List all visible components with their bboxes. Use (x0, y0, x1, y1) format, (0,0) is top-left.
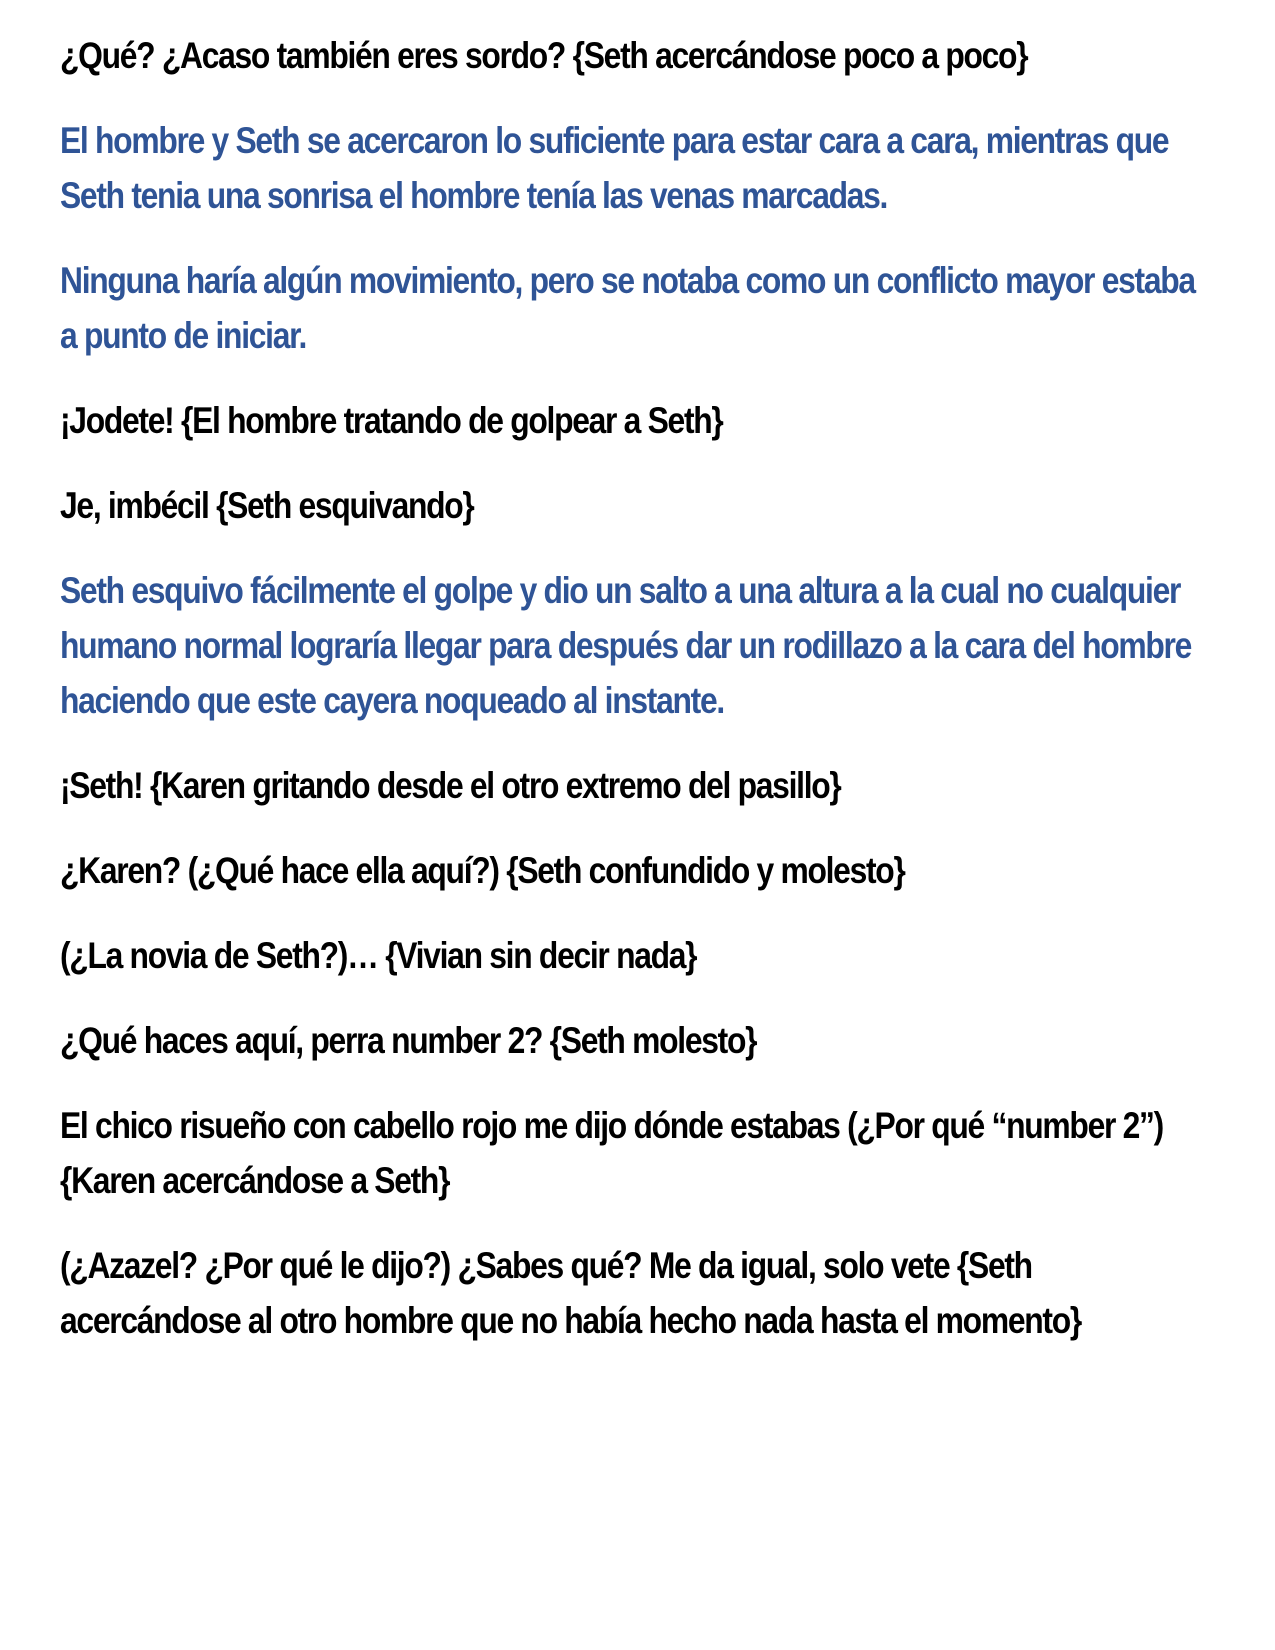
dialogue-paragraph: (¿Azazel? ¿Por qué le dijo?) ¿Sabes qué? Me da igual, solo vete {Seth acercándose al otro hombre que no había hecho nada hasta el momento} (60, 1245, 1081, 1341)
dialogue-paragraph: (¿La novia de Seth?)… {Vivian sin decir nada} (60, 935, 697, 976)
narration-paragraph: El hombre y Seth se acercaron lo suficiente para estar cara a cara, mientras que Seth tenia una sonrisa el hombre tenía las venas marcadas. (60, 120, 1169, 216)
dialogue-paragraph: ¡Jodete! {El hombre tratando de golpear a Seth} (60, 400, 723, 441)
dialogue-paragraph: ¿Karen? (¿Qué hace ella aquí?) {Seth confundido y molesto} (60, 850, 905, 891)
dialogue-paragraph: ¿Qué haces aquí, perra number 2? {Seth molesto} (60, 1020, 757, 1061)
dialogue-paragraph: ¿Qué? ¿Acaso también eres sordo? {Seth acercándose poco a poco} (60, 35, 1028, 76)
dialogue-paragraph: ¡Seth! {Karen gritando desde el otro extremo del pasillo} (60, 765, 841, 806)
story-page (60, 28, 1220, 1378)
dialogue-paragraph: Je, imbécil {Seth esquivando} (60, 485, 474, 526)
dialogue-paragraph: El chico risueño con cabello rojo me dijo dónde estabas (¿Por qué “number 2”) {Karen acercándose a Seth} (60, 1105, 1163, 1201)
narration-paragraph: Ninguna haría algún movimiento, pero se notaba como un conflicto mayor estaba a punto de iniciar. (60, 260, 1195, 356)
narration-paragraph: Seth esquivo fácilmente el golpe y dio un salto a una altura a la cual no cualquier humano normal lograría llegar para después dar un rodillazo a la cara del hombre haciendo que este cayera noqueado al instante. (60, 570, 1192, 721)
